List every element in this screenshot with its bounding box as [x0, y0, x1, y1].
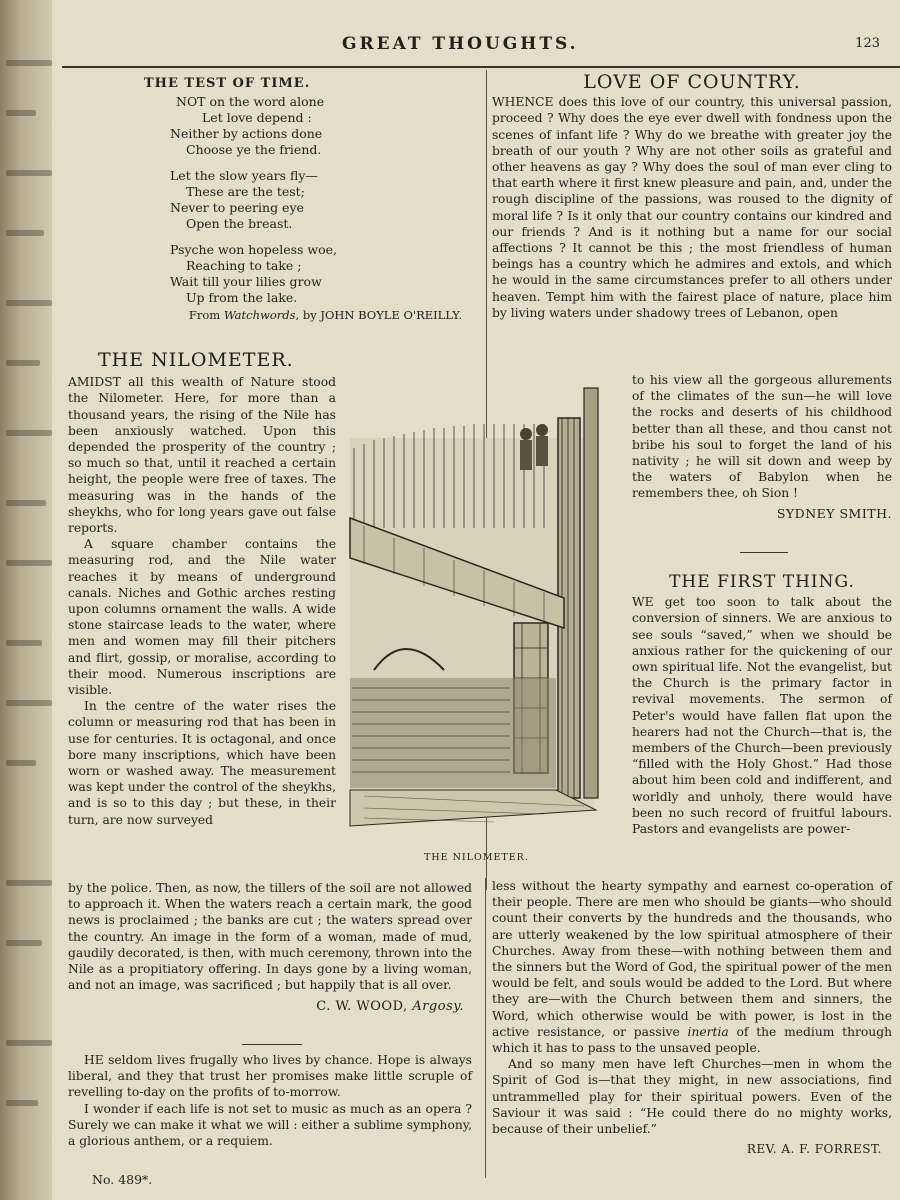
love-paragraph-1-cont: to his view all the gorgeous allurements of the climates of the sun—he will love the rocks and deserts of his childhood better than all these, and thou canst not bribe his soul to forget the land of his nativity ; he will sit down and weep by the waters of Babylon when he remembers thee, oh Sion ! [632, 373, 892, 501]
poem-line: These are the test; [186, 184, 305, 200]
nilometer-title: THE NILOMETER. [98, 349, 294, 371]
poem-line: Psyche won hopeless woe, [170, 242, 337, 258]
running-title: GREAT THOUGHTS. [342, 34, 579, 54]
chance-paragraph-1: HE seldom lives frugally who lives by chance. Hope is always liberal, and they that trust her promises make little scruple of revelling to-day on the profits of to-morrow. [68, 1053, 472, 1100]
nilometer-signature: C. W. WOOD, Argosy. [316, 999, 464, 1015]
illustration-caption: THE NILOMETER. [424, 852, 529, 863]
page-number: 123 [855, 36, 880, 51]
poem-line: Reaching to take ; [186, 258, 302, 274]
first-thing-signature: REV. A. F. FORREST. [746, 1142, 882, 1157]
poem-line: Open the breast. [186, 216, 293, 232]
page-header [52, 34, 900, 62]
section-rule [242, 1044, 302, 1045]
poem-line: Choose ye the friend. [186, 142, 322, 158]
love-signature: SYDNEY SMITH. [776, 505, 892, 521]
chance-paragraph-2: I wonder if each life is not set to music as much as an opera ? Surely we can make it what we will : either a sublime symphony, a glorious anthem, or a requiem. [68, 1101, 472, 1149]
poem-line: Up from the lake. [186, 290, 298, 306]
nilometer-paragraph-3: In the centre of the water rises the column or measuring rod that has been in use for centuries. It is octagonal, and once bore many inscriptions, which have been worn or washed away. The measurement was kept under the control of the sheykhs, and is so to this day ; but these, in their turn, are now surveyed [68, 699, 336, 827]
poem-attribution: From Watchwords, by JOHN BOYLE O'REILLY. [188, 308, 462, 323]
nilometer-continued [68, 880, 472, 1016]
first-thing-article [632, 574, 892, 837]
poem-title: THE TEST OF TIME. [144, 76, 311, 91]
book-spine-gutter [0, 0, 52, 1200]
nilometer-paragraph-1: AMIDST all this wealth of Nature stood the Nilometer. Here, for more than a thousand years, the rising of the Nile has been anxiously watched. Upon this depended the prosperity of the country ; so much so that, until it reached a certain height, the people were free of taxes. The measuring was in the hands of the sheykhs, who for long years gave out false reports. [68, 375, 336, 536]
poem-line: NOT on the word alone [176, 94, 325, 110]
nilometer-illustration [344, 378, 604, 846]
nilometer-paragraph-2: A square chamber contains the measuring rod, and the Nile water reaches it by means of underground canals. Niches and Gothic arches resting upon columns ornament the walls. A wide stone staircase leads to the water, where men and women may fill their pitchers and flirt, gossip, or moralise, according to their mood. Numerous inscriptions are visible. [68, 537, 336, 698]
first-thing-paragraph-2: And so many men have left Churches—men in whom the Spirit of God is—that they might, in new associations, find untrammelled play for their spiritual powers. Even of the Saviour it was said : “He could there do no mighty works, because of their unbelief.” [492, 1057, 892, 1137]
love-of-country-article [492, 71, 892, 321]
first-thing-continued [492, 878, 892, 1157]
column-divider-lower [485, 878, 486, 1178]
nilometer-article [68, 349, 336, 828]
poem-test-of-time [100, 76, 470, 323]
section-rule [740, 552, 788, 553]
love-of-country-continued [632, 372, 892, 522]
poem-line: Wait till your lilies grow [170, 274, 322, 290]
love-title: LOVE OF COUNTRY. [583, 71, 801, 93]
magazine-page [52, 0, 900, 1200]
love-paragraph-1: WHENCE does this love of our country, this universal passion, proceed ? Why does the eye ever dwell with fondness upon the scenes of infant life ? Why do we breathe with greater joy the breath of our youth ? Why are not other soils as grateful and other heavens as gay ? Why does the soul of man ever cling to that earth where it first knew pleasure and pain, and, under the rough discipline of the passions, was roused to the dignity of moral life ? Is it only that our country contains our kindred and our friends ? And is it nothing but a name for our social affections ? It cannot be this ; the most friendless of human beings has a country which he admires and extols, and which he would in the same circumstances prefer to all others under heaven. Tempt him with the fairest place of nature, place him by living waters under shadowy trees of Lebanon, open [492, 95, 892, 320]
poem-line: Neither by actions done [170, 126, 323, 142]
header-rule [62, 66, 900, 68]
poem-line: Let love depend : [202, 110, 312, 126]
nilometer-paragraph-3-cont: by the police. Then, as now, the tillers of the soil are not allowed to approach it. When the waters reach a certain mark, the good news is proclaimed ; the banks are cut ; the waters spread over the country. An image in the form of a woman, made of mud, gaudily decorated, is then, with much ceremony, thrown into the Nile as a propitiatory offering. In days gone by a living woman, and not an image, was sacrificed ; but happily that is all over. [68, 881, 473, 993]
issue-number: No. 489*. [92, 1172, 153, 1187]
first-thing-paragraph-1: WE get too soon to talk about the conversion of sinners. We are anxious to see souls “saved,” when we should be anxious rather for the quickening of our own spiritual life. Not the evangelist, but the Church is the primary factor in revival movements. The sermon of Peter's would have fallen flat upon the hearers had not the Church—that is, the members of the Church—been previously “filled with the Holy Ghost.” Had those about him been cold and indifferent, and worldly and unholy, there would have been no such record of fruitful labours. Pastors and evangelists are power- [632, 595, 892, 837]
first-thing-title: THE FIRST THING. [669, 572, 855, 592]
chance-article [68, 1052, 472, 1149]
poem-line: Never to peering eye [170, 200, 304, 216]
first-thing-paragraph-1-cont: less without the hearty sympathy and earnest co-operation of their people. There are men who should be giants—who should count their converts by the hundreds and the thousands, who are utterly weakened by the low spiritual atmosphere of their Churches. Away from these—with nothing between them and the sinners but the Word of God, the spiritual power of the men would be felt, and souls would be added to the Lord. But where they are—with the Church between them and sinners, the Word, which otherwise would be with power, is lost in the active resistance, or passive inertia of the medium through which it has to pass to the unsaved people. [492, 879, 892, 1056]
poem-line: Let the slow years fly— [170, 168, 318, 184]
